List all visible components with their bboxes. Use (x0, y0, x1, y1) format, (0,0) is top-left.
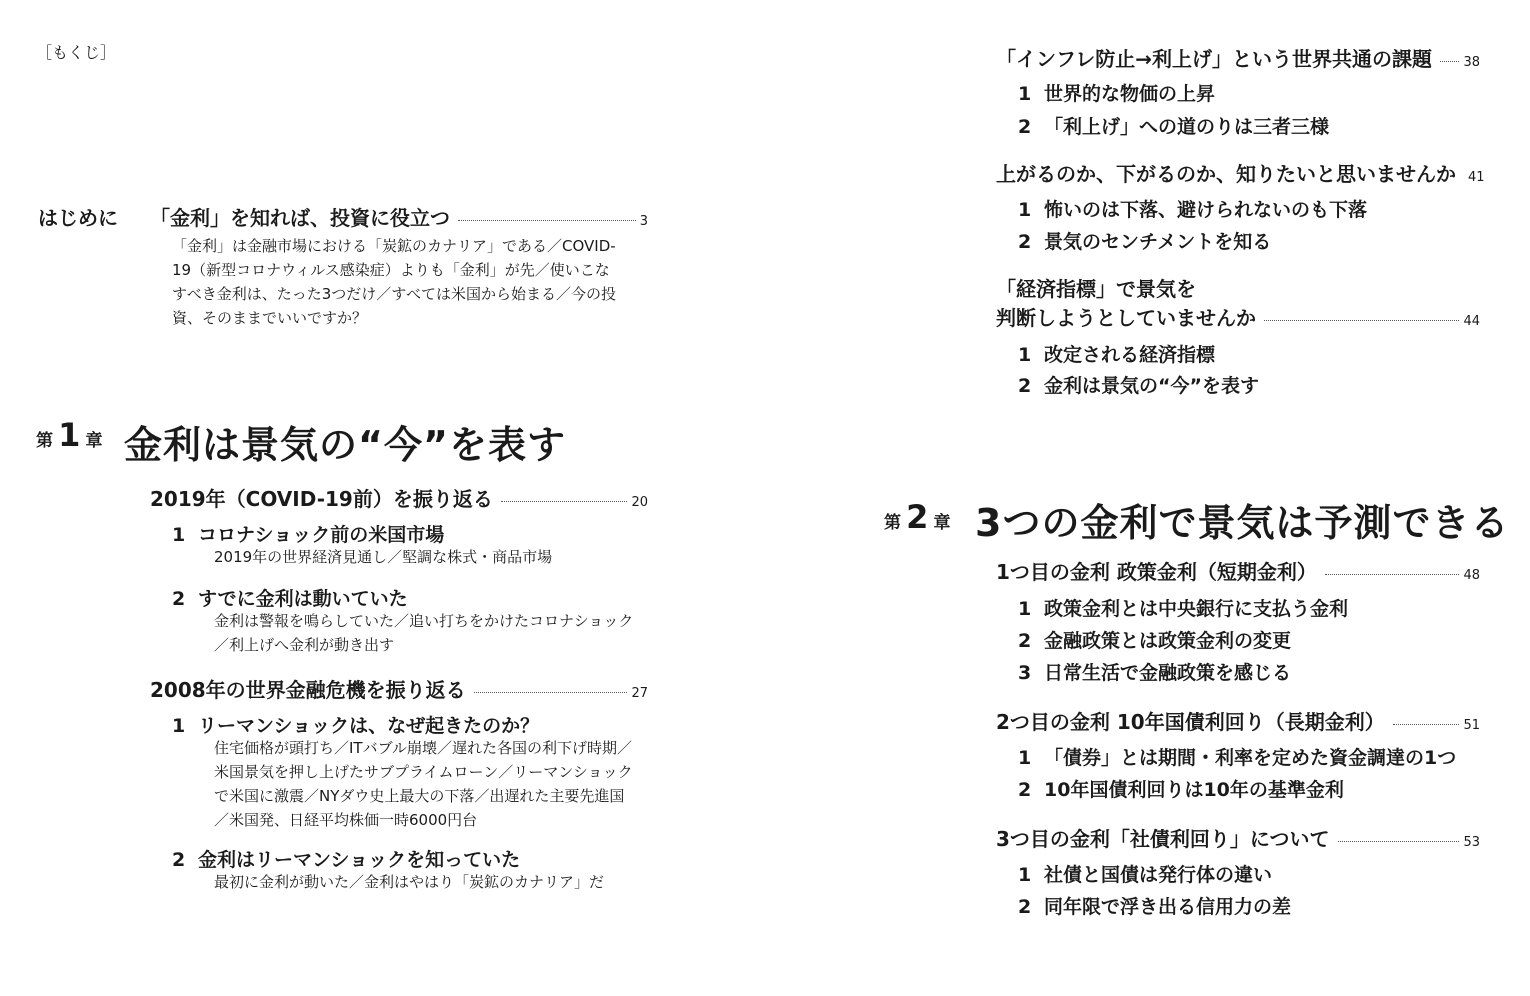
toc-subitem[interactable] (172, 845, 520, 872)
toc-subitem[interactable] (1018, 112, 1329, 139)
subitem-number: 2 (1018, 630, 1032, 652)
subitem-title: 金利はリーマンショックを知っていた (198, 849, 521, 871)
subitem-title: 「利上げ」への道のりは三者三様 (1044, 116, 1330, 138)
entry-title: 上がるのか、下がるのか、知りたいと思いませんか (996, 162, 1456, 186)
entry-title: 1つ目の金利 政策金利（短期金利） (996, 560, 1317, 584)
leader-dots (501, 501, 628, 502)
subitem-number: 2 (172, 588, 186, 610)
subitem-title: 社債と国債は発行体の違い (1044, 864, 1273, 886)
toc-entry-updown[interactable] (996, 158, 1485, 187)
entry-title: 2019年（COVID-19前）を振り返る (150, 487, 493, 511)
entry-description: 「金利」は金融市場における「炭鉱のカナリア」である／COVID-19（新型コロナウィルス感染症）よりも「金利」が先／使いこなすべき金利は、たった3つだけ／すべては米国から始まる／今の投資、そのままでいいですか？ (172, 237, 616, 327)
page-number: 51 (1463, 718, 1480, 733)
chapter-2-heading (884, 498, 950, 536)
subitem-description: 最初に金利が動いた／金利はやはり「炭鉱のカナリア」だ (214, 873, 605, 891)
toc-subitem[interactable] (1018, 340, 1215, 367)
subitem-number: 1 (1018, 344, 1032, 366)
toc-subitem[interactable] (1018, 658, 1291, 685)
chapter-suffix: 章 (85, 431, 103, 451)
contents-label: ［もくじ］ (36, 43, 117, 62)
subitem-title: 「債券」とは期間・利率を定めた資金調達の1つ (1044, 747, 1457, 769)
entry-title: 2008年の世界金融危機を振り返る (150, 678, 466, 702)
toc-entry-policy-rate[interactable] (996, 556, 1480, 585)
page-number: 20 (631, 495, 648, 510)
leader-dots (1440, 61, 1459, 62)
leader-dots (474, 692, 628, 693)
subitem-description: 金利は警報を鳴らしていた／追い打ちをかけたコロナショック／利上げへ金利が動き出す (214, 612, 634, 654)
toc-subitem[interactable] (1018, 594, 1348, 621)
subitem-number: 1 (172, 715, 186, 737)
subitem-number: 2 (1018, 375, 1032, 397)
entry-title: 2つ目の金利 10年国債利回り（長期金利） (996, 710, 1385, 734)
toc-entry-inflation[interactable] (996, 43, 1480, 72)
toc-subitem[interactable] (172, 520, 444, 547)
entry-title: 3つ目の金利「社債利回り」について (996, 827, 1330, 851)
leader-dots (458, 220, 636, 221)
toc-entry-indicators[interactable] (996, 302, 1480, 331)
toc-subitem[interactable] (172, 584, 408, 611)
toc-subitem[interactable] (1018, 892, 1291, 919)
toc-entry-corporate-bond[interactable] (996, 823, 1480, 852)
toc-entry-10y-yield[interactable] (996, 706, 1480, 735)
leader-dots (1325, 574, 1460, 575)
entry-title: 「金利」を知れば、投資に役立つ (150, 206, 450, 230)
leader-dots (1338, 841, 1460, 842)
subitem-number: 1 (1018, 864, 1032, 886)
subitem-title: 金利は景気の“今”を表す (1044, 375, 1259, 397)
subitem-number: 1 (1018, 747, 1032, 769)
subitem-title: 同年限で浮き出る信用力の差 (1044, 896, 1292, 918)
page-number: 48 (1463, 568, 1480, 583)
subitem-title: 政策金利とは中央銀行に支払う金利 (1044, 598, 1349, 620)
toc-subitem[interactable] (1018, 227, 1271, 254)
page-number: 44 (1463, 314, 1480, 329)
chapter-suffix: 章 (933, 513, 951, 533)
subitem-number: 3 (1018, 662, 1032, 684)
page-number: 38 (1463, 55, 1480, 70)
subitem-title: 世界的な物価の上昇 (1044, 83, 1216, 105)
subitem-title: リーマンショックは、なぜ起きたのか？ (198, 715, 540, 737)
page-number: 53 (1463, 835, 1480, 850)
subitem-number: 1 (172, 524, 186, 546)
toc-subitem[interactable] (1018, 743, 1456, 770)
subitem-title: 日常生活で金融政策を感じる (1044, 662, 1292, 684)
entry-title-line1: 「経済指標」で景気を (996, 277, 1196, 301)
subitem-title: 改定される経済指標 (1044, 344, 1216, 366)
page-number: 3 (639, 214, 648, 229)
entry-title: 「インフレ防止→利上げ」という世界共通の課題 (996, 47, 1432, 71)
subitem-number: 2 (1018, 231, 1032, 253)
toc-entry-2019[interactable] (150, 483, 648, 512)
subitem-title: 景気のセンチメントを知る (1044, 231, 1272, 253)
subitem-number: 2 (1018, 116, 1032, 138)
leader-dots (1393, 724, 1460, 725)
subitem-number: 1 (1018, 199, 1032, 221)
chapter-1-title: 金利は景気の“今”を表す (124, 423, 566, 467)
chapter-number: 2 (906, 498, 929, 536)
chapter-1-heading (36, 416, 102, 454)
toc-subitem[interactable] (1018, 195, 1367, 222)
subitem-title: すでに金利は動いていた (198, 588, 408, 610)
chapter-prefix: 第 (36, 431, 53, 451)
subitem-title: 怖いのは下落、避けられないのも下落 (1044, 199, 1368, 221)
page-number: 41 (1468, 170, 1485, 185)
toc-subitem[interactable] (1018, 860, 1272, 887)
subitem-title: 10年国債利回りは10年の基準金利 (1044, 779, 1344, 801)
page-number: 27 (631, 686, 648, 701)
toc-subitem[interactable] (1018, 79, 1215, 106)
toc-entry-intro[interactable] (150, 202, 648, 231)
subitem-description: 住宅価格が頭打ち／ITバブル崩壊／遅れた各国の利下げ時期／米国景気を押し上げたサブプライムローン／リーマンショックで米国に激震／NYダウ史上最大の下落／出遅れた主要先進国／米国発、日経平均株価一時6000円台 (214, 739, 633, 829)
leader-dots (1264, 320, 1459, 321)
subitem-number: 2 (1018, 896, 1032, 918)
subitem-number: 1 (1018, 598, 1032, 620)
toc-subitem[interactable] (1018, 775, 1344, 802)
toc-entry-2008[interactable] (150, 674, 648, 703)
toc-subitem[interactable] (1018, 371, 1259, 398)
subitem-description: 2019年の世界経済見通し／堅調な株式・商品市場 (214, 548, 553, 566)
chapter-prefix: 第 (884, 513, 901, 533)
intro-label: はじめに (38, 206, 118, 230)
toc-subitem[interactable] (1018, 626, 1291, 653)
subitem-number: 1 (1018, 83, 1032, 105)
entry-title: 判断しようとしていませんか (996, 306, 1256, 330)
subitem-title: コロナショック前の米国市場 (198, 524, 445, 546)
chapter-2-title: 3つの金利で景気は予測できる (975, 501, 1510, 545)
subitem-number: 2 (172, 849, 186, 871)
subitem-number: 2 (1018, 779, 1032, 801)
chapter-number: 1 (58, 416, 81, 454)
subitem-title: 金融政策とは政策金利の変更 (1044, 630, 1292, 652)
toc-subitem[interactable] (172, 711, 539, 738)
